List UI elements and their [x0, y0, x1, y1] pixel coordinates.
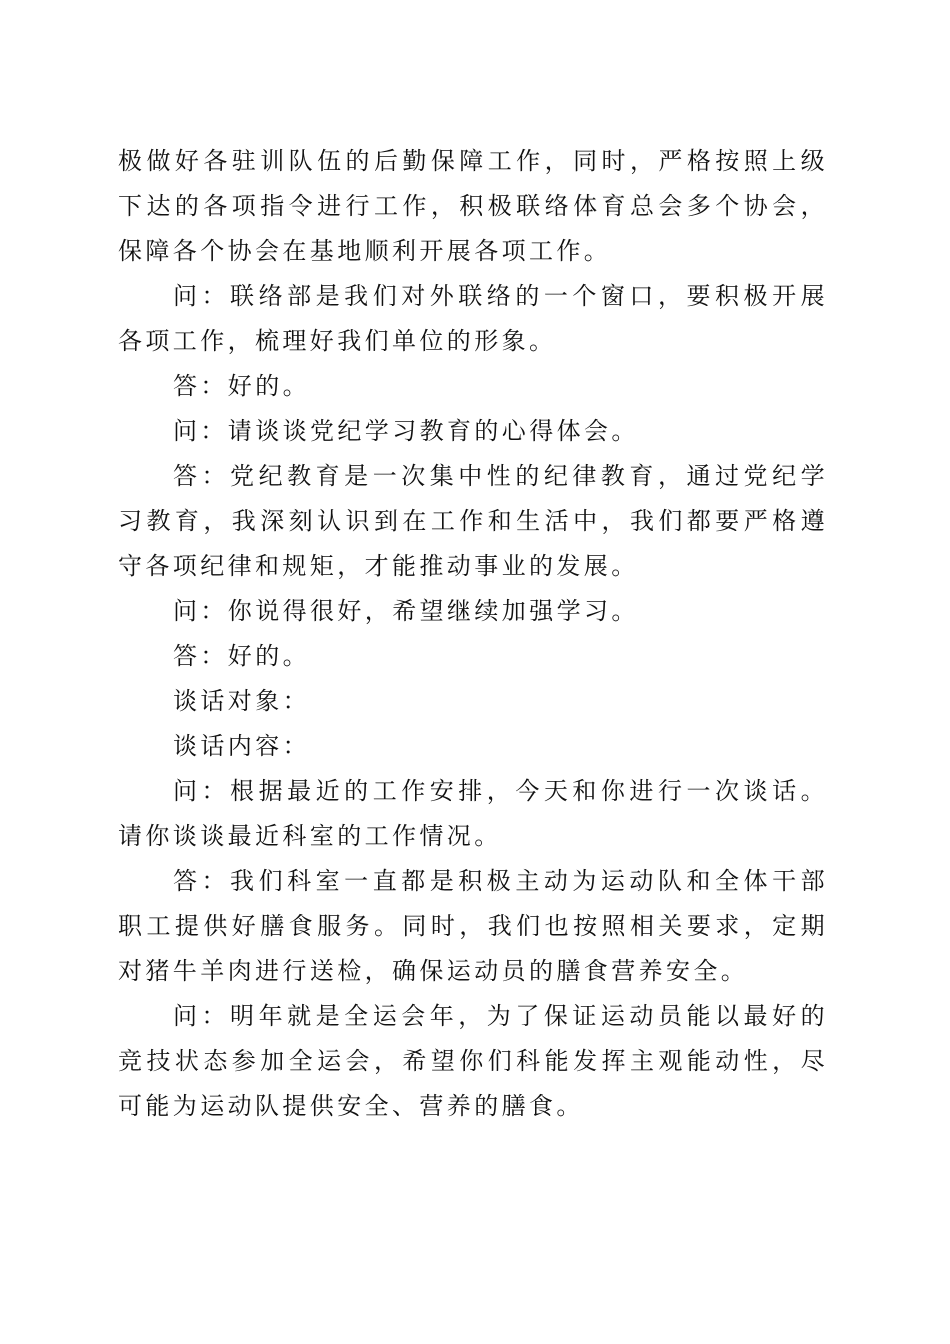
interview-content-label: 谈话内容： — [173, 732, 310, 760]
paragraph-question: 问：根据最近的工作安排，今天和你进行一次谈话。请你谈谈最近科室的工作情况。 — [118, 777, 828, 850]
interview-subject-label: 谈话对象： — [173, 687, 310, 715]
paragraph-answer: 答：好的。 — [173, 642, 310, 670]
paragraph-answer: 答：党纪教育是一次集中性的纪律教育，通过党纪学习教育，我深刻认识到在工作和生活中，我们都要严格遵守各项纪律和规矩，才能推动事业的发展。 — [118, 462, 828, 580]
paragraph-question: 问：联络部是我们对外联络的一个窗口，要积极开展各项工作，梳理好我们单位的形象。 — [118, 282, 828, 355]
paragraph-continuation: 极做好各驻训队伍的后勤保障工作，同时，严格按照上级下达的各项指令进行工作，积极联络体育总会多个协会，保障各个协会在基地顺利开展各项工作。 — [118, 147, 828, 265]
paragraph-question: 问：你说得很好，希望继续加强学习。 — [173, 597, 639, 625]
paragraph-question: 问：明年就是全运会年，为了保证运动员能以最好的竞技状态参加全运会，希望你们科能发挥主观能动性，尽可能为运动队提供安全、营养的膳食。 — [118, 1002, 828, 1120]
paragraph-answer: 答：好的。 — [173, 372, 310, 400]
document-body — [118, 139, 828, 1129]
paragraph-answer: 答：我们科室一直都是积极主动为运动队和全体干部职工提供好膳食服务。同时，我们也按照相关要求，定期对猪牛羊肉进行送检，确保运动员的膳食营养安全。 — [118, 867, 828, 985]
paragraph-question: 问：请谈谈党纪学习教育的心得体会。 — [173, 417, 639, 445]
